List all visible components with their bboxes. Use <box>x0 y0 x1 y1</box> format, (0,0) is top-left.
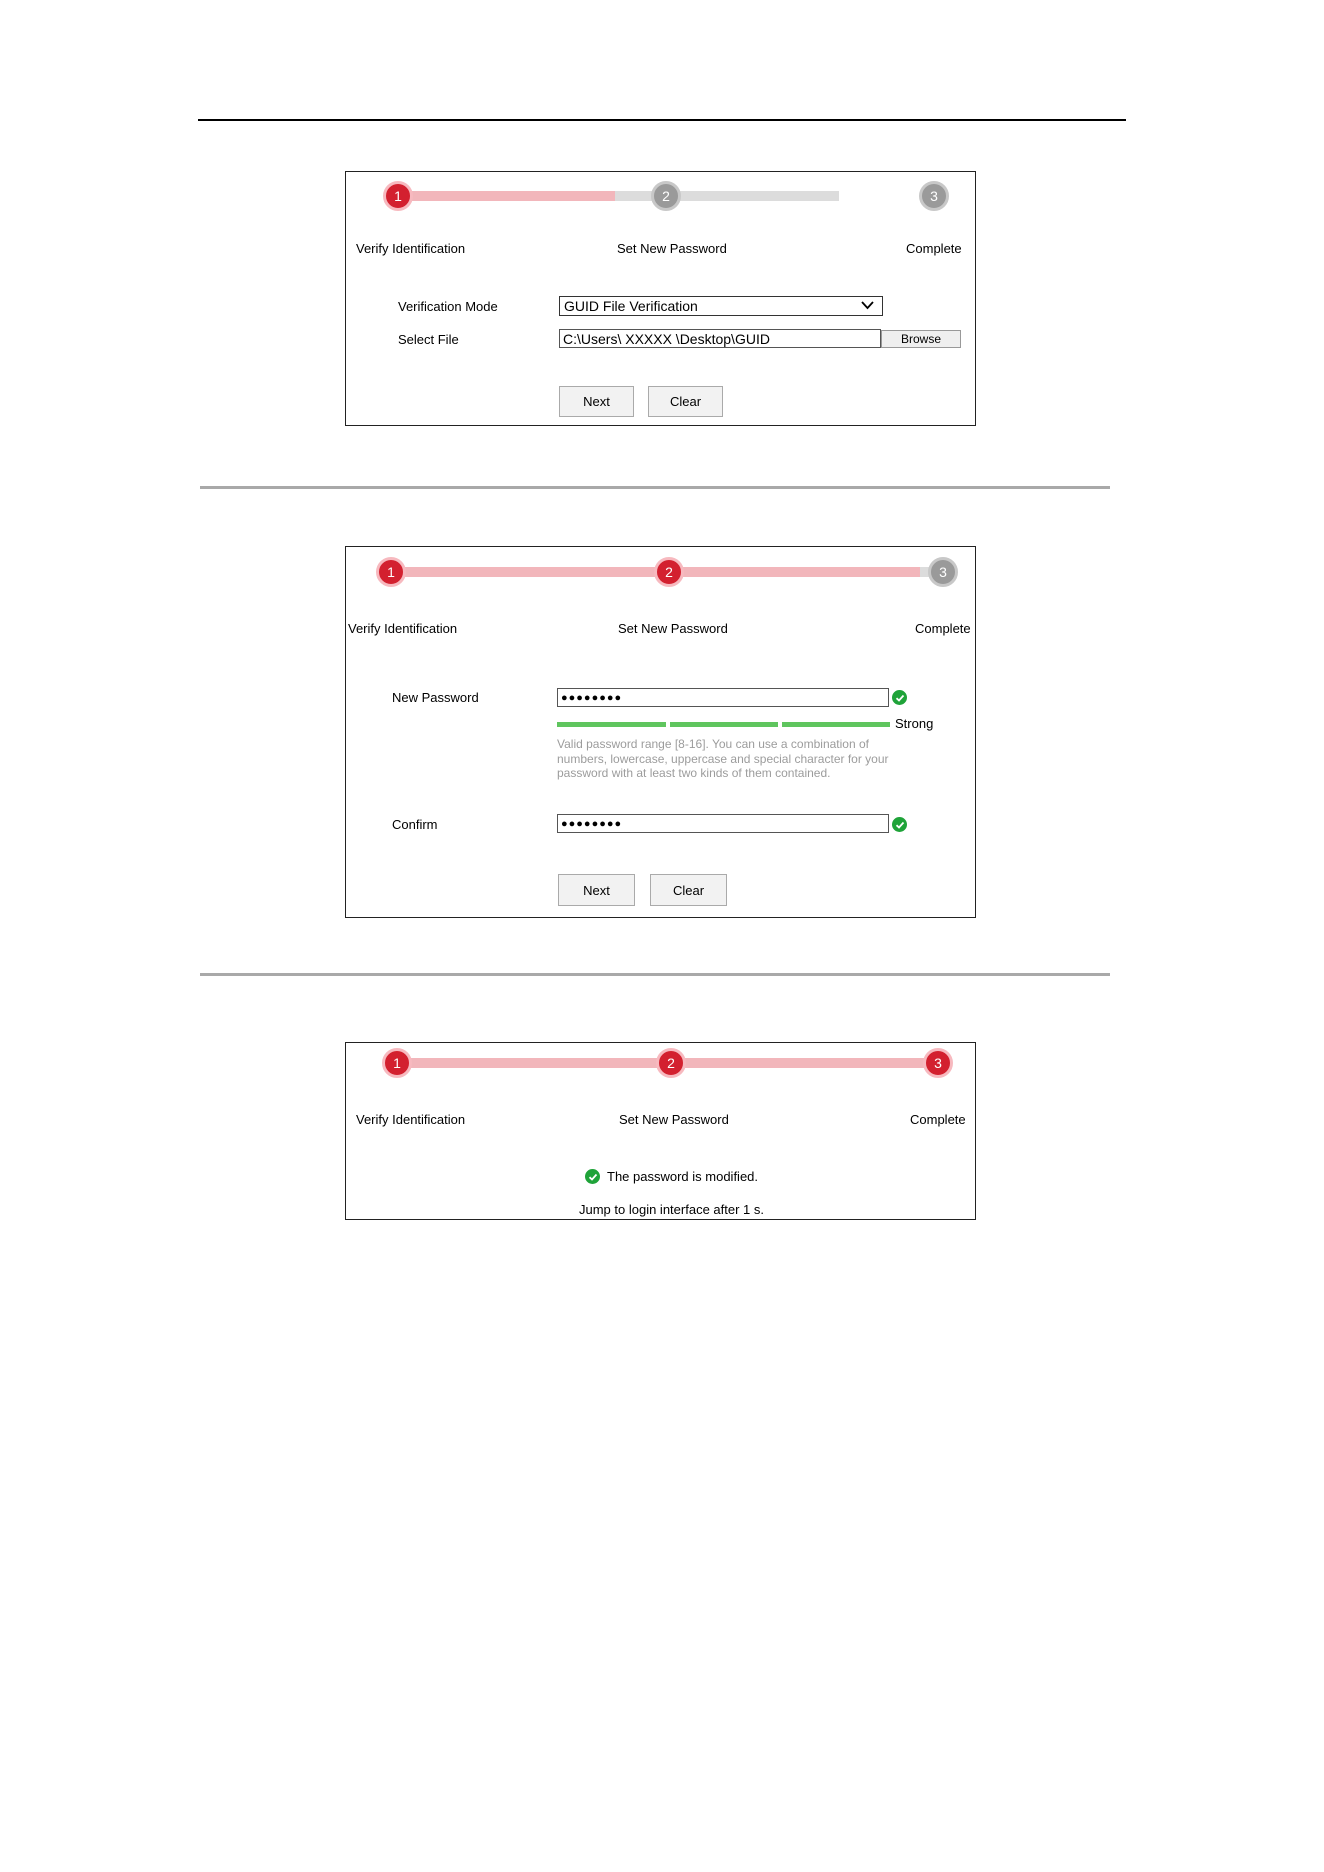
step-1-label: Verify Identification <box>356 241 466 256</box>
verification-mode-select[interactable] <box>559 296 883 316</box>
step-3-indicator: 3 <box>919 181 949 211</box>
new-password-valid-check-icon <box>892 690 907 705</box>
browse-button[interactable]: Browse <box>881 330 961 348</box>
strength-bar-segment-2 <box>670 722 778 727</box>
step-3-indicator: 3 <box>928 557 958 587</box>
password-strength-label: Strong <box>895 716 934 731</box>
step-3-indicator: 3 <box>923 1048 953 1078</box>
step-3-label: Complete <box>910 1112 966 1127</box>
select-file-label: Select File <box>398 332 459 347</box>
step-3-label: Complete <box>915 621 971 636</box>
step-2-label: Set New Password <box>619 1112 729 1127</box>
clear-button[interactable]: Clear <box>648 386 723 417</box>
password-hint: Valid password range [8-16]. You can use a combination of numbers, lowercase, uppercase and special character for your password with at least two kinds of them contained. <box>557 737 889 780</box>
step-1-label: Verify Identification <box>348 621 458 636</box>
next-button[interactable]: Next <box>559 386 634 417</box>
verify-identification-panel <box>345 171 976 426</box>
confirm-label: Confirm <box>392 817 438 832</box>
step-2-indicator: 2 <box>651 181 681 211</box>
confirm-password-input[interactable]: ●●●●●●●● <box>557 814 889 833</box>
confirm-password-valid-check-icon <box>892 817 907 832</box>
progress-bar-step1-done <box>387 191 615 201</box>
header-rule <box>198 119 1126 121</box>
progress-bar-step2-todo <box>615 191 839 201</box>
step-2-label: Set New Password <box>618 621 728 636</box>
step-2-indicator: 2 <box>656 1048 686 1078</box>
section-divider-1 <box>200 486 1110 489</box>
strength-bar-segment-3 <box>782 722 890 727</box>
new-password-label: New Password <box>392 690 479 705</box>
complete-panel <box>345 1042 976 1220</box>
step-1-indicator: 1 <box>382 1048 412 1078</box>
jump-message: Jump to login interface after 1 s. <box>579 1202 764 1217</box>
set-new-password-panel <box>345 546 976 918</box>
next-button[interactable]: Next <box>558 874 635 906</box>
strength-bar-segment-1 <box>557 722 666 727</box>
progress-bar-step2-done <box>384 567 920 577</box>
clear-button[interactable]: Clear <box>650 874 727 906</box>
success-check-icon <box>585 1169 600 1184</box>
success-message: The password is modified. <box>607 1169 759 1184</box>
chevron-down-icon <box>861 300 874 313</box>
select-file-input[interactable]: C:\Users\ XXXXX \Desktop\GUID <box>559 329 881 348</box>
step-1-indicator: 1 <box>376 557 406 587</box>
step-2-label: Set New Password <box>617 241 727 256</box>
step-1-indicator: 1 <box>383 181 413 211</box>
section-divider-2 <box>200 973 1110 976</box>
step-1-label: Verify Identification <box>356 1112 466 1127</box>
verification-mode-label: Verification Mode <box>398 299 498 314</box>
verification-mode-value: GUID File Verification <box>564 298 698 314</box>
step-3-label: Complete <box>906 241 962 256</box>
new-password-input[interactable]: ●●●●●●●● <box>557 688 889 707</box>
step-2-indicator: 2 <box>654 557 684 587</box>
